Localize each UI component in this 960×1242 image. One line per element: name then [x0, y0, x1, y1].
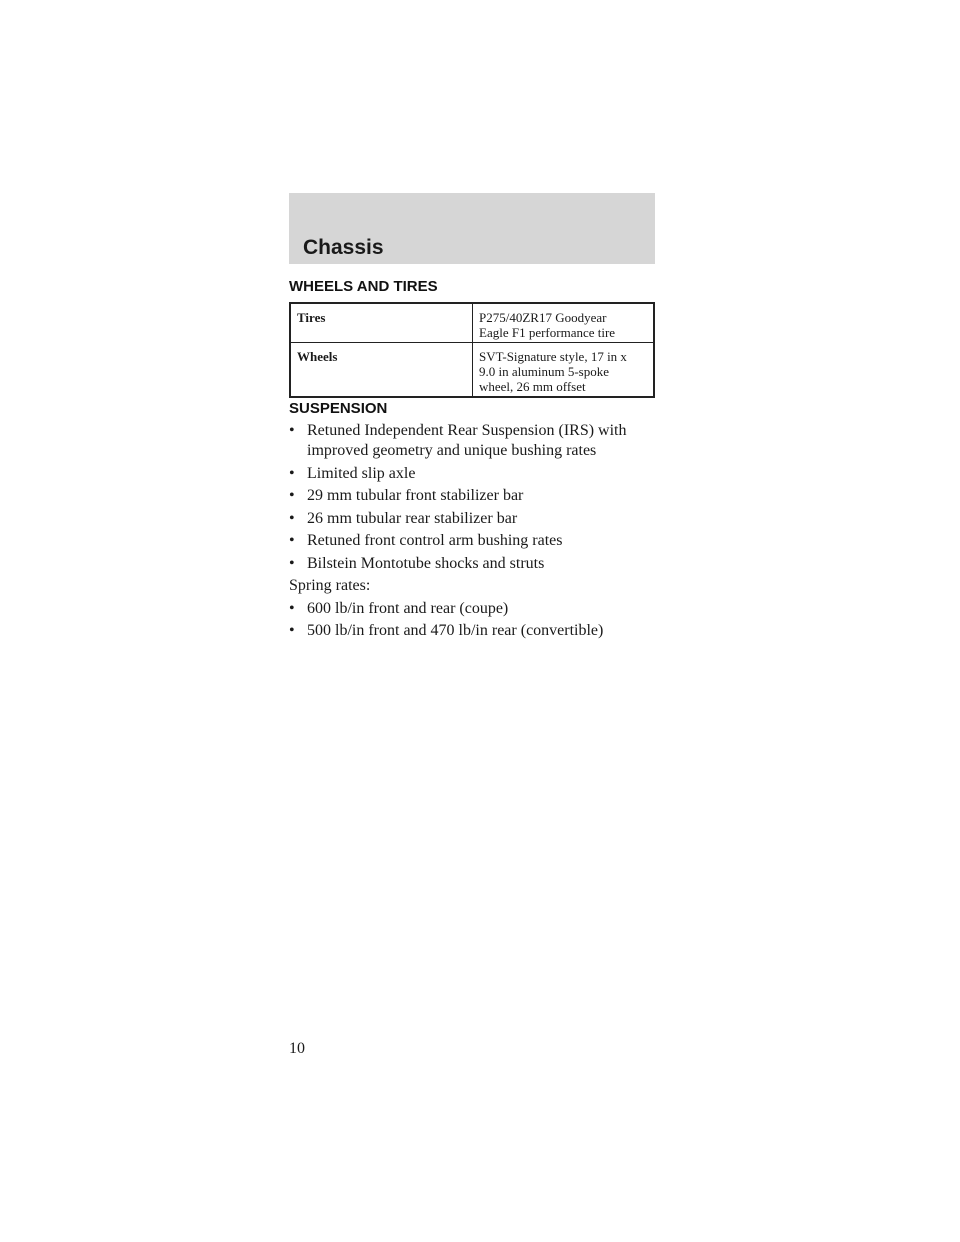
bullet-icon: • — [289, 532, 295, 549]
list-item-line: improved geometry and unique bushing rates — [307, 442, 597, 459]
spec-value-line: SVT-Signature style, 17 in x — [479, 349, 627, 364]
bullet-icon: • — [289, 509, 295, 527]
list-item-line: Retuned Independent Rear Suspension (IRS) with — [307, 422, 627, 439]
spec-value-line: P275/40ZR17 Goodyear — [479, 310, 607, 325]
list-item-line: 600 lb/in front and rear (coupe) — [307, 599, 509, 617]
suspension-heading: SUSPENSION — [289, 400, 388, 417]
bullet-icon: • — [289, 422, 295, 439]
wheels-tires-heading: WHEELS AND TIRES — [289, 278, 438, 295]
list-item-line: Retuned front control arm bushing rates — [307, 532, 563, 549]
bullet-icon: • — [289, 487, 295, 504]
list-item — [289, 554, 669, 574]
spec-label: Wheels — [290, 343, 473, 398]
section-header-bar — [289, 193, 655, 264]
bullet-icon: • — [289, 599, 295, 617]
list-item-line: Limited slip axle — [307, 464, 416, 482]
list-item-line: 29 mm tubular front stabilizer bar — [307, 487, 524, 504]
wheels-tires-table — [289, 302, 655, 398]
list-item — [289, 599, 669, 619]
list-item-line: 500 lb/in front and 470 lb/in rear (convertible) — [307, 622, 604, 639]
bullet-icon: • — [289, 464, 295, 482]
list-item — [289, 509, 669, 529]
list-item-line: Bilstein Montotube shocks and struts — [307, 554, 545, 572]
spec-value — [473, 303, 655, 343]
suspension-list — [289, 421, 669, 574]
bullet-icon: • — [289, 554, 295, 572]
spring-rates-list — [289, 599, 669, 642]
spec-label: Tires — [290, 303, 473, 343]
section-title: Chassis — [303, 236, 384, 259]
spec-value-line: Eagle F1 performance tire — [479, 325, 616, 340]
suspension-content — [289, 421, 669, 644]
page-number: 10 — [289, 1040, 305, 1057]
list-item — [289, 464, 669, 484]
spec-value-line: wheel, 26 mm offset — [479, 379, 586, 394]
spring-rates-label: Spring rates: — [289, 577, 371, 594]
table-row — [290, 343, 654, 398]
list-item — [289, 621, 669, 641]
list-item-line: 26 mm tubular rear stabilizer bar — [307, 509, 518, 527]
spec-value-line: 9.0 in aluminum 5-spoke — [479, 364, 609, 379]
list-item — [289, 531, 669, 551]
spec-value — [473, 343, 655, 398]
list-item — [289, 421, 669, 461]
bullet-icon: • — [289, 622, 295, 639]
list-item — [289, 486, 669, 506]
table-row — [290, 303, 654, 343]
